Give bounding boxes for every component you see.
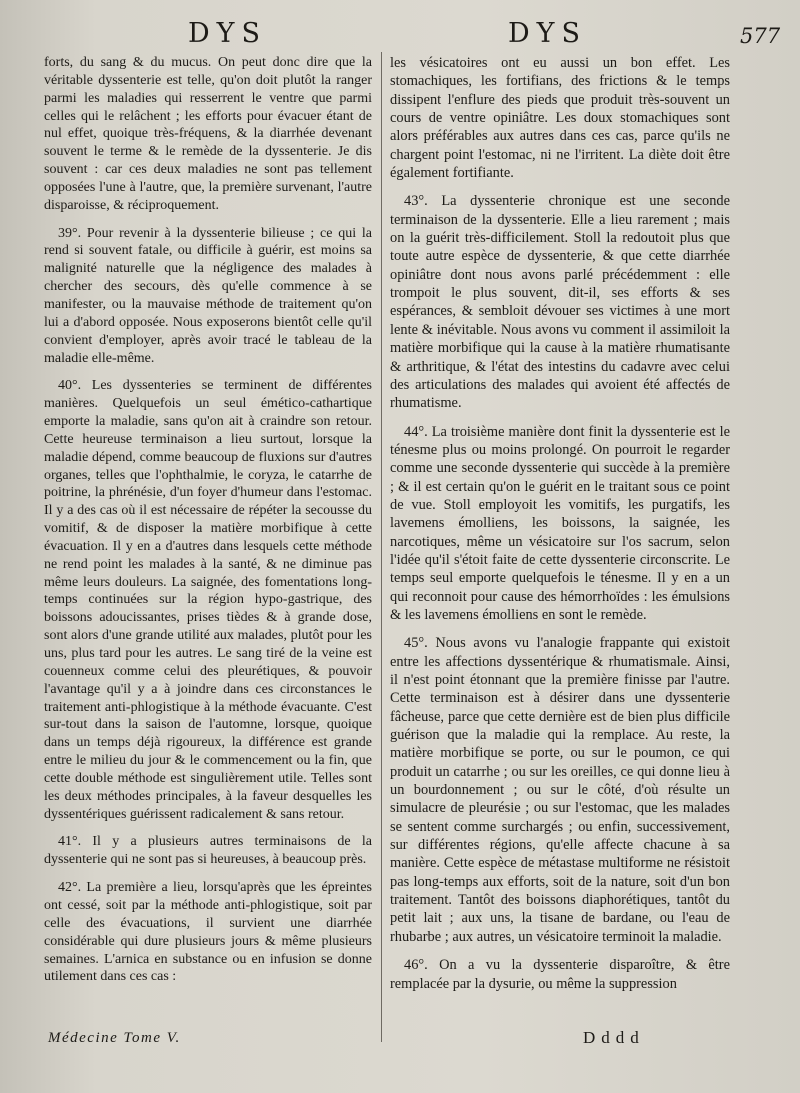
running-head-right: DYS (508, 18, 587, 49)
paragraph-44: 44°. La troisième manière dont finit la dyssenterie est le ténesme plus ou moins prolongé. On pourroit le regarder comme une seconde dyssenterie qui succède à la première ; & il est certain qu'on le guérit en le traitant sous ce point de vue. Stoll employoit les vomitifs, les purgatifs, les lavemens émolliens, les boissons, la saignée, les narcotiques, même un vésicatoire sur l'os sacrum, selon l'idée qu'il s'étoit faite de cette dyssenterie circonscrite. Le temps seul emporte quelquefois le ténesme. Il y en a un qui reconnoit pour cause des hémorrhoïdes : les émulsions & les lavemens émolliens en sont le remède. (390, 423, 730, 623)
footer-running-title: Médecine Tome V. (48, 1030, 181, 1046)
signature-mark: Dddd (583, 1028, 645, 1047)
page-number: 577 (740, 24, 781, 48)
paragraph-42: 42°. La première a lieu, lorsqu'après que les épreintes ont cessé, soit par la méthode anti-phlogistique, soit par celle des évacuations, il survient une diarrhée considérable qui dure plusieurs jours & même plusieurs semaines. L'arnica en substance ou en infusion se donne utilement dans ces cas : (44, 880, 372, 985)
left-column (44, 54, 372, 996)
paragraph-39: 39°. Pour revenir à la dyssenterie bilieuse ; ce qui la rend si souvent fatale, ou difficile à guérir, est moins sa malignité naturelle que la négligence des malades à chercher des secours, dès qu'elle commence à se manifester, ou la mauvaise méthode de traitement qu'on lui a d'abord opposée. Nous exposerons bientôt celle qu'il convient d'employer, après avoir tracé le tableau de la maladie elle-même. (44, 225, 372, 366)
running-head-left: DYS (188, 18, 267, 49)
running-head (0, 18, 800, 54)
column-divider (381, 52, 382, 1042)
paragraph-45: 45°. Nous avons vu l'analogie frappante qui existoit entre les affections dyssentérique & rhumatismale. Ainsi, il n'est point étonnant que la première finisse par l'autre. Cette terminaison est à désirer dans une dyssenterie fâcheuse, parce que cette dernière est de bien plus difficile guérison que la maladie qui la remplace. Au reste, la matière morbifique se porte, ou sur le poumon, ce qui produit un catarrhe ; ou sur les oreilles, ce qui donne lieu à un bourdonnement ; ou sur le côté, d'où résulte un simulacre de pleurésie ; ou sur l'estomac, que les malades se sentent comme surchargés ; ou enfin, successivement, sur différentes régions, qu'elle affecte chacune à sa manière. Cette espèce de métastase multiforme ne résistoit pas long-temps aux efforts, soit de la nature, soit d'un bon traitement. Tantôt des boissons diaphorétiques, tantôt du petit lait ; aux uns, la tisane de bardane, ou l'eau de rhubarbe ; aux autres, un vésicatoire terminoit la maladie. (390, 635, 730, 945)
paragraph-40: 40°. Les dyssenteries se terminent de différentes manières. Quelquefois un seul émético-cathartique emporte la maladie, sans qu'on ait à craindre son retour. Cette heureuse terminaison a lieu surtout, lorsque la maladie dépend, comme beaucoup de fluxions sur d'autres organes, telles que l'ophthalmie, le coryza, le catarrhe de poitrine, la phrénésie, d'un foyer d'humeur dans l'estomac. Il y a des cas où il est nécessaire de répéter la secousse du vomitif, & de disposer la matière morbifique à cette évacuation. Il y en a d'autres dans lesquels cette méthode ne rend point les malades à la santé, & ne diminue pas même leurs douleurs. La saignée, des fomentations long-temps continuées sur la région hypo-gastrique, des boissons adoucissantes, prises tièdes & à grande dose, sont alors d'une grande utilité aux malades, plutôt pour les uns, plus tard pour les autres. Le sang tiré de la veine est couenneux comme celui des pleurétiques, & pouvoir l'avantage qu'il y a à joindre dans ces circonstances le traitement anti-phlogistique à la méthode évacuante. C'est sur-tout dans la saison de l'automne, lorsque, quoique dans un temps déjà rigoureux, la différence est grande entre le milieu du jour & le commencement ou la fin, que cette double méthode est singulièrement utile. Telles sont les deux méthodes principales, à la faveur desquelles les dyssentériques guérissent radicalement & sans retour. (44, 378, 372, 822)
paragraph-41: 41°. Il y a plusieurs autres terminaisons de la dyssenterie qui ne sont pas si heureuses, à beaucoup près. (44, 834, 372, 868)
paragraph-continued: forts, du sang & du mucus. On peut donc dire que la véritable dyssenterie est telle, qu'on doit plutôt la ranger parmi les maladies qui resserrent le ventre que parmi celles qui le relâchent ; les efforts pour évacuer étant de nul effet, quoique très-fréquens, & la diarrhée devenant souvent le terme & le remède de la dyssenterie. Je dis souvent : car ces deux maladies ne sont pas tellement opposées l'une à l'autre, que, la première survenant, l'autre disparoisse, & réciproquement. (44, 55, 372, 213)
paragraph-43: 43°. La dyssenterie chronique est une seconde terminaison de la dyssenterie. Elle a lieu rarement ; mais on la guérit très-difficilement. Stoll la redoutoit plus que toute autre espèce de dyssenterie, & que cette diarrhée opiniâtre dont nous avons parlé précédemment : elle trompoit le plus souvent, dit-il, ses efforts & ses espérances, & sembloit dévouer ses victimes à une mort lente & inévitable. Nous avons vu comment il assimiloit la matière morbifique qui la cause à la matière rhumatisante & arthritique, & l'état des intestins du cadavre avec celui des articulations des malades qui avoient été affectés de rhumatisme. (390, 193, 730, 412)
right-column (390, 54, 730, 1003)
paragraph-46: 46°. On a vu la dyssenterie disparoître, & être remplacée par la dysurie, ou même la suppression (390, 957, 730, 992)
paragraph-42-continued: les vésicatoires ont eu aussi un bon effet. Les stomachiques, les fortifians, des frictions & le temps dissipent l'enflure des pieds que produit très-souvent un cours de ventre opiniâtre. Les doux stomachiques sont alors préférables aux autres dans ces cas, parce qu'ils ne chargent point l'estomac, ni ne l'irritent. La diète doit être également fortifiante. (390, 55, 730, 182)
